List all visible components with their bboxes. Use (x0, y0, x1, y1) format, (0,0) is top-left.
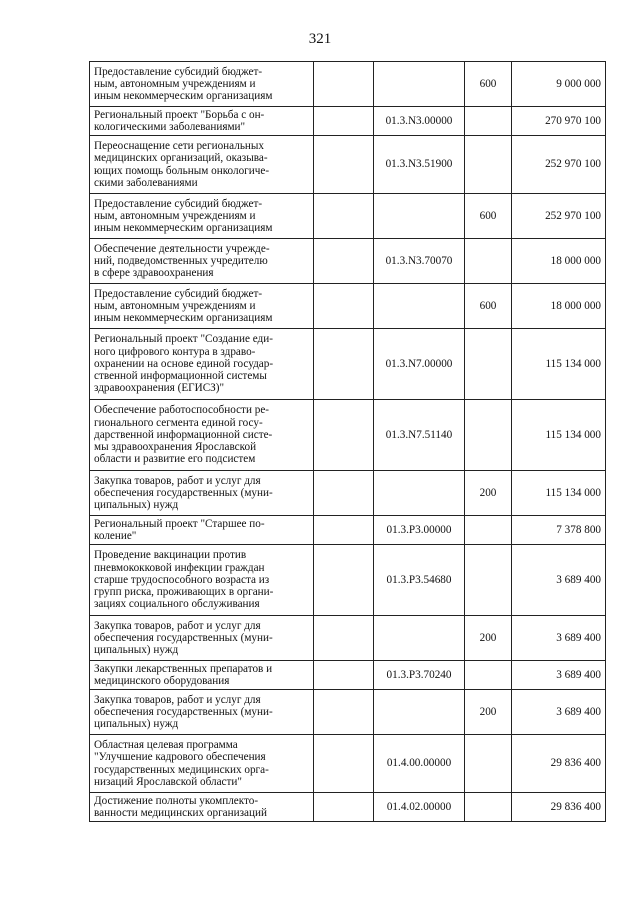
row-empty-cell (314, 194, 374, 239)
row-empty-cell (314, 661, 374, 690)
row-expense-type: 600 (465, 62, 512, 107)
row-name-line: Предоставление субсидий бюджет- (94, 197, 263, 210)
row-amount: 18 000 000 (512, 239, 606, 284)
row-name-line: обеспечения государственных (муни- (94, 486, 273, 499)
row-amount: 115 134 000 (512, 471, 606, 516)
budget-table (89, 61, 606, 822)
row-name-line: скими заболеваниями (94, 176, 198, 189)
row-code: 01.4.02.00000 (374, 793, 465, 822)
table-row (90, 516, 606, 545)
row-name (90, 735, 314, 793)
table-row (90, 471, 606, 516)
row-name-line: области и развитие его подсистем (94, 453, 256, 466)
row-amount: 3 689 400 (512, 661, 606, 690)
table-row (90, 690, 606, 735)
row-expense-type (465, 735, 512, 793)
row-amount: 29 836 400 (512, 793, 606, 822)
row-name-line: медицинских организаций, оказыва- (94, 152, 268, 165)
row-name-line: ным, автономным учреждениям и (94, 209, 256, 222)
row-name-line: Областная целевая программа (94, 738, 238, 751)
row-name-line: кологическими заболеваниями" (94, 121, 246, 133)
table-row (90, 329, 606, 400)
row-name-line: групп риска, проживающих в органи- (94, 586, 274, 599)
row-name (90, 616, 314, 661)
row-name-line: охранении на основе единой госудаp- (94, 357, 274, 370)
table-row (90, 136, 606, 194)
row-name-line: Достижение полноты укомплекто- (94, 794, 259, 807)
row-expense-type: 600 (465, 284, 512, 329)
row-expense-type (465, 545, 512, 616)
row-name-line: пневмококковой инфекции граждан (94, 561, 265, 574)
row-amount: 270 970 100 (512, 107, 606, 136)
table-row (90, 793, 606, 822)
row-name-line: ственной информационной системы (94, 370, 267, 383)
row-expense-type (465, 329, 512, 400)
row-code: 01.3.N3.70070 (374, 239, 465, 284)
row-empty-cell (314, 616, 374, 661)
row-name-line: ным, автономным учреждениям и (94, 77, 256, 90)
row-expense-type (465, 661, 512, 690)
row-code: 01.3.N7.51140 (374, 400, 465, 471)
row-name-line: Закупка товаров, работ и услуг для (94, 619, 261, 632)
row-code: 01.4.00.00000 (374, 735, 465, 793)
row-expense-type: 200 (465, 690, 512, 735)
row-name-line: мы здравоохранения Ярославской (94, 441, 257, 454)
row-code (374, 471, 465, 516)
row-expense-type: 200 (465, 471, 512, 516)
row-empty-cell (314, 107, 374, 136)
row-name (90, 661, 314, 690)
row-amount: 29 836 400 (512, 735, 606, 793)
row-empty-cell (314, 136, 374, 194)
row-amount: 3 689 400 (512, 690, 606, 735)
row-code (374, 62, 465, 107)
row-code (374, 690, 465, 735)
row-name (90, 471, 314, 516)
row-name (90, 516, 314, 545)
row-name-line: Закупка товаров, работ и услуг для (94, 474, 261, 487)
row-name-line: ципальных) нужд (94, 718, 179, 731)
row-code: 01.3.P3.00000 (374, 516, 465, 545)
row-code (374, 284, 465, 329)
row-name (90, 329, 314, 400)
row-name-line: ципальных) нужд (94, 499, 179, 512)
table-row (90, 194, 606, 239)
row-empty-cell (314, 471, 374, 516)
row-amount: 3 689 400 (512, 545, 606, 616)
row-amount: 115 134 000 (512, 329, 606, 400)
row-name-line: обеспечения государственных (муни- (94, 705, 273, 718)
row-empty-cell (314, 239, 374, 284)
row-name-line: старше трудоспособного возраста из (94, 573, 270, 586)
row-name-line: Закупка товаров, работ и услуг для (94, 693, 261, 706)
table-row (90, 400, 606, 471)
row-empty-cell (314, 735, 374, 793)
row-name (90, 136, 314, 194)
row-name-line: в сфере здравоохранения (94, 267, 214, 280)
row-empty-cell (314, 62, 374, 107)
row-name (90, 194, 314, 239)
row-name (90, 545, 314, 616)
row-name-line: иным некоммерческим организациям (94, 90, 273, 103)
row-name-line: коление" (94, 530, 137, 542)
table-row (90, 545, 606, 616)
row-name-line: "Улучшение кадрового обеспечения (94, 751, 266, 764)
row-name-line: иным некоммерческим организациям (94, 222, 273, 235)
row-name (90, 284, 314, 329)
row-amount: 3 689 400 (512, 616, 606, 661)
row-expense-type: 200 (465, 616, 512, 661)
row-empty-cell (314, 545, 374, 616)
page-number: 321 (308, 31, 332, 47)
table-row (90, 616, 606, 661)
row-name-line: Обеспечение работоспособности ре- (94, 404, 270, 417)
row-name-line: Закупки лекарственных препаратов и (94, 662, 273, 675)
row-name-line: дарственной информационной систе- (94, 428, 273, 441)
row-amount: 252 970 100 (512, 136, 606, 194)
row-name-line: Региональный проект "Старшее по- (94, 517, 265, 530)
row-name-line: Предоставление субсидий бюджет- (94, 287, 263, 300)
table-row (90, 661, 606, 690)
row-empty-cell (314, 400, 374, 471)
row-code (374, 616, 465, 661)
row-empty-cell (314, 284, 374, 329)
table-row (90, 107, 606, 136)
row-name-line: медицинского оборудования (94, 675, 230, 687)
row-name-line: здравоохранения (ЕГИСЗ)" (94, 382, 225, 395)
table-row (90, 62, 606, 107)
budget-table-body (90, 62, 606, 822)
row-name-line: гионального сегмента единой госу- (94, 416, 263, 429)
row-name-line: обеспечения государственных (муни- (94, 631, 273, 644)
row-amount: 9 000 000 (512, 62, 606, 107)
row-expense-type: 600 (465, 194, 512, 239)
row-name-line: низаций Ярославской области" (94, 775, 242, 788)
row-name (90, 107, 314, 136)
row-name (90, 690, 314, 735)
row-name-line: ного цифрового контура в здраво- (94, 345, 256, 358)
row-name-line: ванности медицинских организаций (94, 807, 267, 819)
row-amount: 252 970 100 (512, 194, 606, 239)
row-name (90, 400, 314, 471)
row-code: 01.3.P3.70240 (374, 661, 465, 690)
row-empty-cell (314, 516, 374, 545)
table-row (90, 239, 606, 284)
row-expense-type (465, 793, 512, 822)
table-row (90, 735, 606, 793)
table-row (90, 284, 606, 329)
row-expense-type (465, 239, 512, 284)
row-expense-type (465, 400, 512, 471)
row-expense-type (465, 107, 512, 136)
row-name-line: ципальных) нужд (94, 644, 179, 657)
row-name-line: Предоставление субсидий бюджет- (94, 65, 263, 78)
row-code: 01.3.N3.51900 (374, 136, 465, 194)
row-name (90, 239, 314, 284)
row-name-line: Региональный проект "Создание еди- (94, 333, 273, 346)
row-name-line: Обеспечение деятельности учрежде- (94, 242, 270, 255)
row-expense-type (465, 516, 512, 545)
row-empty-cell (314, 793, 374, 822)
row-name-line: Переоснащение сети региональных (94, 139, 265, 152)
row-name-line: ющих помощь больным онкологиче- (94, 164, 270, 177)
row-amount: 7 378 800 (512, 516, 606, 545)
row-expense-type (465, 136, 512, 194)
row-name (90, 62, 314, 107)
row-code: 01.3.N3.00000 (374, 107, 465, 136)
row-empty-cell (314, 690, 374, 735)
row-amount: 18 000 000 (512, 284, 606, 329)
row-name (90, 793, 314, 822)
row-code: 01.3.N7.00000 (374, 329, 465, 400)
row-empty-cell (314, 329, 374, 400)
row-name-line: государственных медицинских орга- (94, 763, 269, 776)
row-name-line: ным, автономным учреждениям и (94, 299, 256, 312)
row-name-line: Проведение вакцинации против (94, 549, 247, 562)
row-amount: 115 134 000 (512, 400, 606, 471)
row-name-line: иным некоммерческим организациям (94, 312, 273, 325)
row-code: 01.3.P3.54680 (374, 545, 465, 616)
row-name-line: Региональный проект "Борьба с он- (94, 108, 265, 121)
row-name-line: зациях социального обслуживания (94, 598, 260, 611)
row-code (374, 194, 465, 239)
row-name-line: ний, подведомственных учредителю (94, 254, 268, 267)
